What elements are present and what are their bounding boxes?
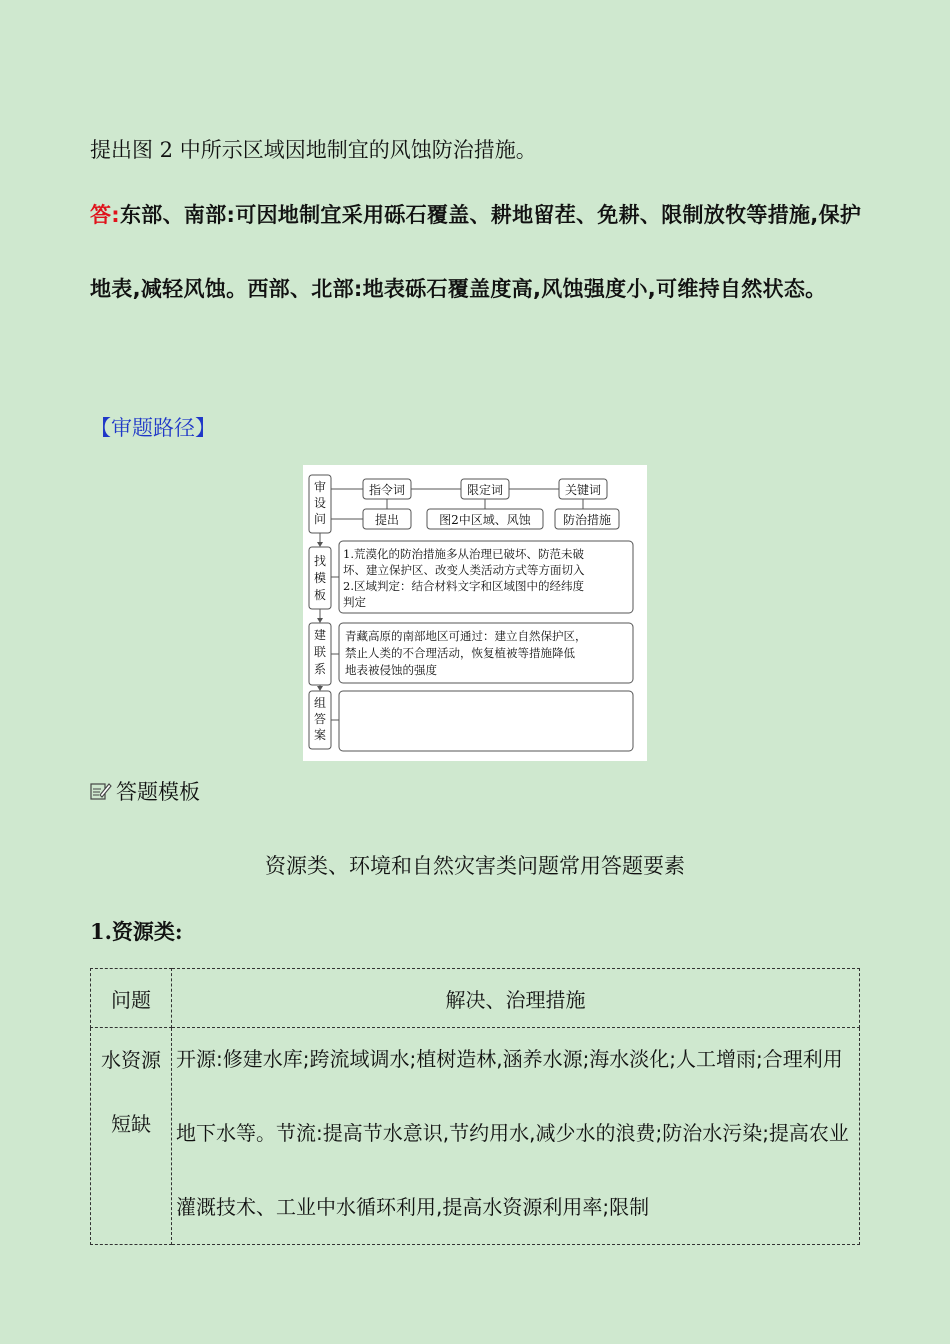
header-measures: 解决、治理措施 bbox=[172, 969, 860, 1028]
measures-table bbox=[90, 968, 860, 1245]
step-text: 找模板 bbox=[313, 554, 327, 602]
top-label: 关键词 bbox=[564, 483, 602, 497]
template-heading bbox=[90, 776, 200, 806]
cell-measures: 开源:修建水库;跨流域调水;植树造林,涵养水源;海水淡化;人工增雨;合理利用地下水等。节流:提高节水意识,节约用水,减少水的浪费;防治水污染;提高农业灌溉技术、工业中水循环利用,提高水资源利用率;限制 bbox=[172, 1028, 860, 1245]
section-title: 资源类、环境和自然灾害类问题常用答题要素 bbox=[265, 854, 685, 878]
resource-heading: 1.资源类: bbox=[90, 919, 183, 944]
table-header-row bbox=[91, 969, 860, 1028]
top-label: 限定词 bbox=[466, 483, 504, 497]
box2-line: 青藏高原的南部地区可通过：建立自然保护区， bbox=[345, 629, 587, 643]
sub-label: 图2中区域、风蚀 bbox=[439, 513, 531, 527]
sub-label: 提出 bbox=[374, 513, 400, 527]
template-heading-text: 答题模板 bbox=[116, 780, 200, 804]
answer-text: 东部、南部:可因地制宜采用砾石覆盖、耕地留茬、免耕、限制放牧等措施,保护地表,减轻风蚀。西部、北部:地表砾石覆盖度高,风蚀强度小,可维持自然状态。 bbox=[90, 203, 862, 301]
step-text: 审设问 bbox=[313, 480, 327, 526]
box1-line: 2.区域判定：结合材料文字和区域图中的经纬度 bbox=[343, 579, 584, 593]
header-problem: 问题 bbox=[91, 969, 172, 1028]
answer-label: 答: bbox=[90, 203, 120, 227]
question-text: 提出图 2 中所示区域因地制宜的风蚀防治措施。 bbox=[90, 138, 537, 162]
box2-line: 禁止人类的不合理活动，恢复植被等措施降低 bbox=[345, 646, 575, 660]
edit-note-icon bbox=[90, 781, 112, 801]
box1-line: 坏、建立保护区、改变人类活动方式等方面切入 bbox=[343, 563, 585, 577]
box1-line: 判定 bbox=[343, 595, 366, 609]
box1-line: 1.荒漠化的防治措施多从治理已破坏、防范未破 bbox=[343, 547, 584, 561]
step-text: 组答案 bbox=[313, 696, 327, 742]
route-heading: 【审题路径】 bbox=[90, 416, 216, 440]
answer-paragraph bbox=[90, 178, 865, 326]
box2-line: 地表被侵蚀的强度 bbox=[345, 663, 437, 677]
sub-label: 防治措施 bbox=[562, 513, 612, 527]
top-label: 指令词 bbox=[368, 483, 406, 497]
flowchart-figure bbox=[303, 465, 647, 761]
table-row bbox=[91, 1028, 860, 1245]
cell-problem: 水资源短缺 bbox=[91, 1028, 172, 1245]
step-text: 建联系 bbox=[313, 628, 327, 676]
